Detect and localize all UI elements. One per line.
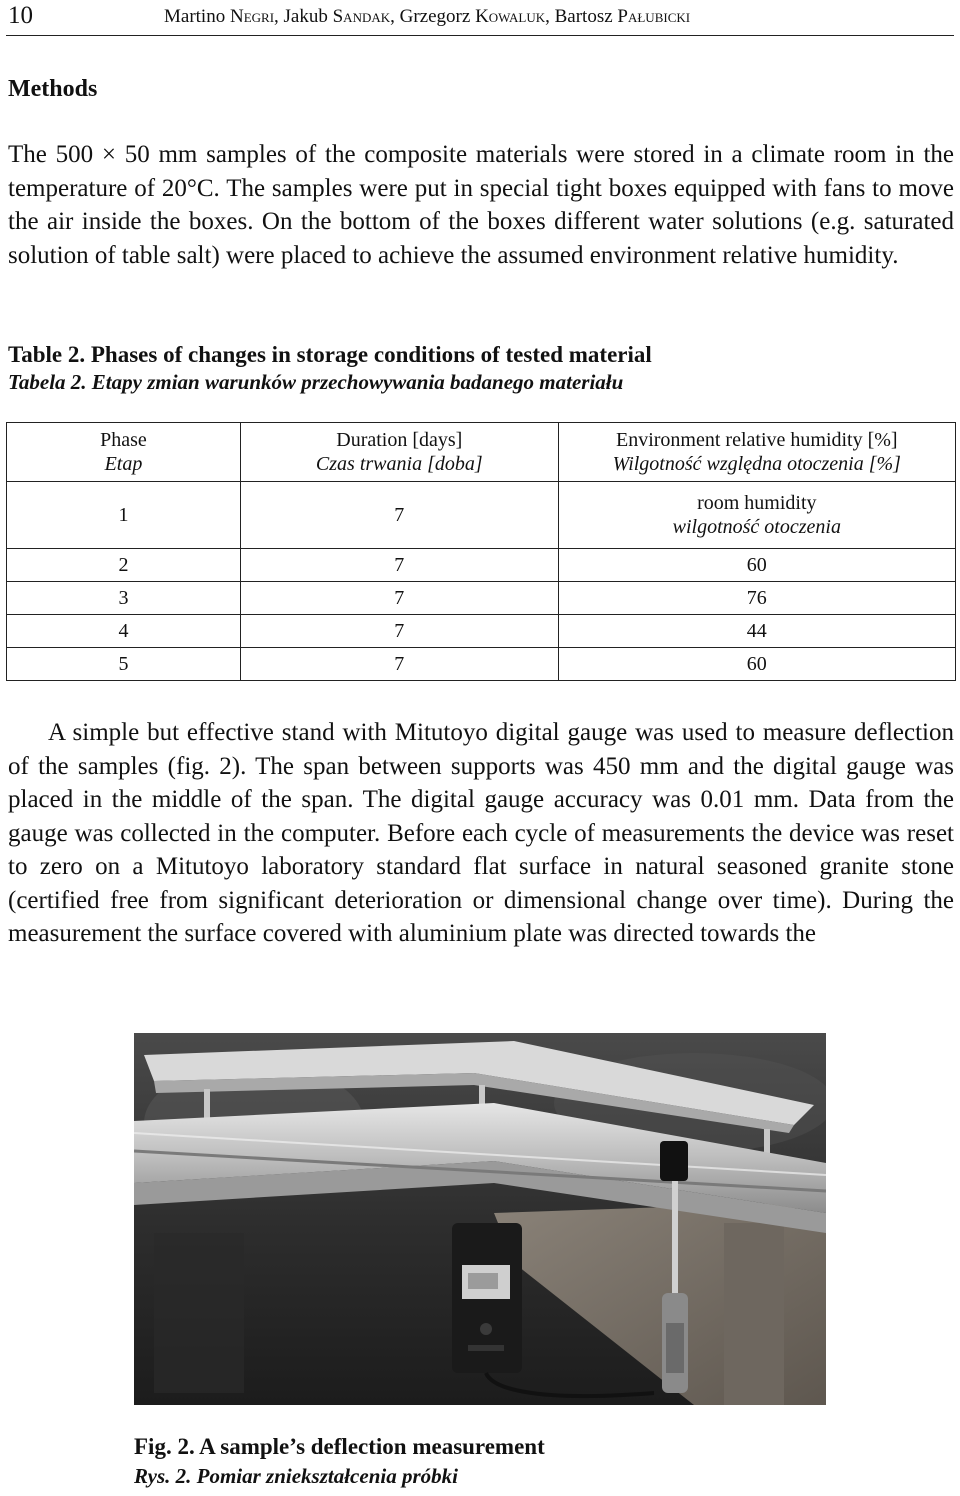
cell-duration: 7 xyxy=(240,648,558,681)
header-phase: Phase Etap xyxy=(7,423,241,482)
author-2: Jakub Sandak xyxy=(283,6,391,27)
table-caption-pl: Tabela 2. Etapy zmian warunków przechowywania badanego materiału xyxy=(8,370,624,394)
cell-humidity: 60 xyxy=(558,648,955,681)
cell-duration: 7 xyxy=(240,549,558,582)
running-header-authors: Martino Negri, Jakub Sandak, Grzegorz Kowaluk, Bartosz Pałubicki xyxy=(164,6,691,27)
header-rule xyxy=(6,35,954,36)
section-heading-methods: Methods xyxy=(8,76,98,102)
cell-duration: 7 xyxy=(240,482,558,549)
measurement-paragraph: A simple but effective stand with Mitutoyo digital gauge was used to measure deflection of the samples (fig. 2). The span between supports was 450 mm and the digital gauge was placed in the middle of the span. The digital gauge accuracy was 0.01 mm. Data from the gauge was collected in the computer. Before each cycle of measurements the device was reset to zero on a Mitutoyo laboratory standard flat surface in natural seasoned granite stone (certified free from significant deterioration or dimensional change over time). During the measurement the surface covered with aluminium plate was directed towards the xyxy=(8,719,954,947)
table-row xyxy=(7,482,956,549)
page-number: 10 xyxy=(8,2,33,29)
figure-caption-en: Fig. 2. A sample’s deflection measurement xyxy=(134,1434,545,1459)
table-caption-en: Table 2. Phases of changes in storage conditions of tested material xyxy=(8,342,652,367)
author-1: Martino Negri xyxy=(164,6,275,27)
header-humidity: Environment relative humidity [%] Wilgotność względna otoczenia [%] xyxy=(558,423,955,482)
figure-caption-pl: Rys. 2. Pomiar zniekształcenia próbki xyxy=(134,1464,458,1488)
figure-photo-deflection-stand xyxy=(134,1033,826,1405)
cell-humidity: room humidity wilgotność otoczenia xyxy=(558,482,955,549)
methods-paragraph: The 500 × 50 mm samples of the composite materials were stored in a climate room in the temperature of 20°C. The samples were put in special tight boxes equipped with fans to move the air inside the boxes. On the bottom of the boxes different water solutions (e.g. saturated solution of table salt) were placed to achieve the assumed environment relative humidity. xyxy=(8,141,954,269)
storage-phases-table xyxy=(6,422,956,681)
cell-phase: 2 xyxy=(7,549,241,582)
cell-phase: 4 xyxy=(7,615,241,648)
table-row xyxy=(7,648,956,681)
table-row xyxy=(7,582,956,615)
cell-humidity: 44 xyxy=(558,615,955,648)
cell-phase: 1 xyxy=(7,482,241,549)
table-row xyxy=(7,615,956,648)
table-header-row xyxy=(7,423,956,482)
header-duration: Duration [days] Czas trwania [doba] xyxy=(240,423,558,482)
cell-duration: 7 xyxy=(240,615,558,648)
cell-duration: 7 xyxy=(240,582,558,615)
cell-phase: 3 xyxy=(7,582,241,615)
table-row xyxy=(7,549,956,582)
author-3: Grzegorz Kowaluk xyxy=(399,6,546,27)
cell-phase: 5 xyxy=(7,648,241,681)
cell-humidity: 60 xyxy=(558,549,955,582)
author-4: Bartosz Pałubicki xyxy=(554,6,691,27)
cell-humidity: 76 xyxy=(558,582,955,615)
